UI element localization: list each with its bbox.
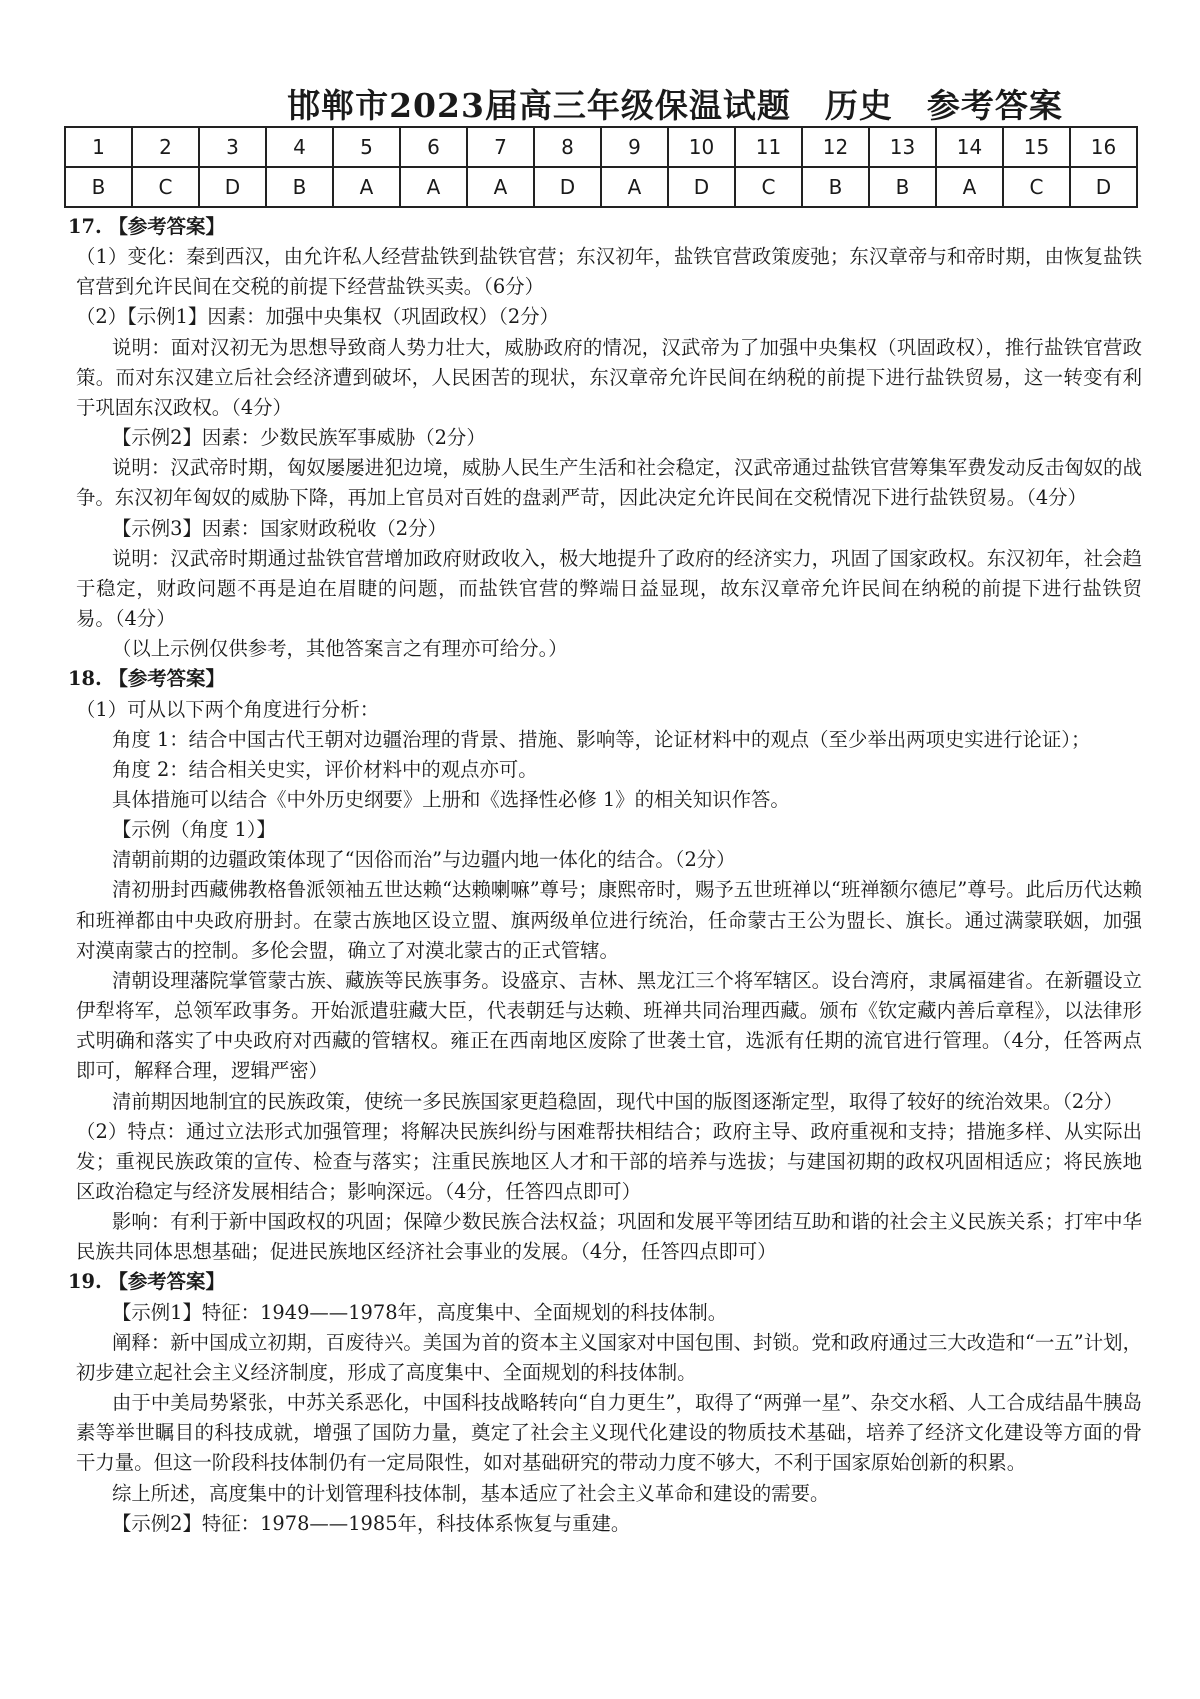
answer-cell: C xyxy=(1003,167,1070,207)
section-heading: 17. 【参考答案】 xyxy=(68,215,225,238)
answer-paragraph: 清前期因地制宜的民族政策，使统一多民族国家更趋稳固，现代中国的版图逐渐定型，取得了较好的统治效果。（2分） xyxy=(112,1089,1123,1113)
answer-paragraph: 【示例（角度 1）】 xyxy=(112,818,276,842)
answer-paragraph: 由于中美局势紧张，中苏关系恶化，中国科技战略转向“自力更生”，取得了“两弹一星”、杂交水稻、人工合成结晶牛胰岛素等举世瞩目的科技成就，增强了国防力量，奠定了社会主义现代化建设的物质技术基础，培养了经济文化建设等方面的骨干力量。但这一阶段科技体制仍有一定局限性，如对基础研究的带动力度不够大，不利于国家原始创新的积累。 xyxy=(76,1391,1142,1475)
question-number-cell: 13 xyxy=(869,127,936,167)
section-heading: 18. 【参考答案】 xyxy=(68,667,225,691)
question-number-cell: 2 xyxy=(132,127,199,167)
answer-paragraph: （2）特点：通过立法形式加强管理；将解决民族纠纷与困难帮扶相结合；政府主导、政府重视和支持；措施多样、从实际出发；重视民族政策的宣传、检查与落实；注重民族地区人才和干部的培养与选拔；与建国初期的政权巩固相适应；将民族地区政治稳定与经济发展相结合；影响深远。（4分，任答四点即可） xyxy=(76,1119,1142,1203)
answer-cell: A xyxy=(333,167,400,207)
question-number-cell: 10 xyxy=(668,127,735,167)
answer-cell: D xyxy=(1070,167,1137,207)
answer-paragraph: 清朝前期的边疆政策体现了“因俗而治”与边疆内地一体化的结合。（2分） xyxy=(112,848,736,872)
answer-row xyxy=(65,167,1137,207)
answer-cell: D xyxy=(534,167,601,207)
answer-paragraph: 具体措施可以结合《中外历史纲要》上册和《选择性必修 1》的相关知识作答。 xyxy=(112,787,790,811)
question-number-cell: 3 xyxy=(199,127,266,167)
answer-cell: A xyxy=(400,167,467,207)
question-number-cell: 4 xyxy=(266,127,333,167)
answer-cell: D xyxy=(668,167,735,207)
question-number-cell: 6 xyxy=(400,127,467,167)
question-number-cell: 9 xyxy=(601,127,668,167)
answer-explanations xyxy=(68,212,1142,1539)
answer-cell: A xyxy=(936,167,1003,207)
question-number-cell: 5 xyxy=(333,127,400,167)
answer-paragraph: 角度 1：结合中国古代王朝对边疆治理的背景、措施、影响等，论证材料中的观点（至少举出两项史实进行论证）； xyxy=(112,727,1091,751)
page-title: 邯郸市2023届高三年级保温试题 历史 参考答案 xyxy=(287,86,1063,125)
answer-paragraph: （以上示例仅供参考，其他答案言之有理亦可给分。） xyxy=(112,637,568,661)
question-number-cell: 11 xyxy=(735,127,802,167)
question-number-cell: 1 xyxy=(65,127,132,167)
answer-cell: A xyxy=(467,167,534,207)
question-number-cell: 12 xyxy=(802,127,869,167)
section-heading: 19. 【参考答案】 xyxy=(68,1270,225,1294)
answer-paragraph: 说明：面对汉初无为思想导致商人势力壮大，威胁政府的情况，汉武帝为了加强中央集权（巩固政权），推行盐铁官营政策。而对东汉建立后社会经济遭到破坏，人民困苦的现状，东汉章帝允许民间在纳税的前提下进行盐铁贸易，这一转变有利于巩固东汉政权。（4分） xyxy=(76,335,1142,419)
answer-table xyxy=(64,126,1138,208)
answer-cell: A xyxy=(601,167,668,207)
answer-paragraph: 【示例2】因素：少数民族军事威胁（2分） xyxy=(112,426,486,450)
answer-paragraph: 【示例2】特征：1978——1985年，科技体系恢复与重建。 xyxy=(112,1511,631,1535)
answer-cell: D xyxy=(199,167,266,207)
answer-paragraph: 影响：有利于新中国政权的巩固；保障少数民族合法权益；巩固和发展平等团结互助和谐的社会主义民族关系；打牢中华民族共同体思想基础；促进民族地区经济社会事业的发展。（4分，任答四点即可） xyxy=(76,1210,1142,1264)
answer-paragraph: 清朝设理藩院掌管蒙古族、藏族等民族事务。设盛京、吉林、黑龙江三个将军辖区。设台湾府，隶属福建省。在新疆设立伊犁将军，总领军政事务。开始派遣驻藏大臣，代表朝廷与达赖、班禅共同治理西藏。颁布《钦定藏内善后章程》，以法律形式明确和落实了中央政府对西藏的管辖权。雍正在西南地区废除了世袭土官，选派有任期的流官进行管理。（4分，任答两点即可，解释合理，逻辑严密） xyxy=(76,968,1142,1083)
answer-paragraph: 【示例1】特征：1949——1978年，高度集中、全面规划的科技体制。 xyxy=(112,1300,728,1324)
answer-paragraph: （1）可从以下两个角度进行分析： xyxy=(76,697,380,721)
answer-paragraph: （1）变化：秦到西汉，由允许私人经营盐铁到盐铁官营；东汉初年，盐铁官营政策废弛；东汉章帝与和帝时期，由恢复盐铁官营到允许民间在交税的前提下经营盐铁买卖。（6分） xyxy=(76,245,1142,299)
answer-paragraph: 综上所述，高度集中的计划管理科技体制，基本适应了社会主义革命和建设的需要。 xyxy=(112,1481,830,1505)
question-number-cell: 7 xyxy=(467,127,534,167)
answer-paragraph: 【示例3】因素：国家财政税收（2分） xyxy=(112,516,447,540)
answer-paragraph: 说明：汉武帝时期，匈奴屡屡进犯边境，威胁人民生产生活和社会稳定，汉武帝通过盐铁官营筹集军费发动反击匈奴的战争。东汉初年匈奴的威胁下降，再加上官员对百姓的盘剥严苛，因此决定允许民间在交税情况下进行盐铁贸易。（4分） xyxy=(76,456,1142,510)
question-number-row xyxy=(65,127,1137,167)
answer-cell: B xyxy=(869,167,936,207)
answer-paragraph: 清初册封西藏佛教格鲁派领袖五世达赖“达赖喇嘛”尊号；康熙帝时，赐予五世班禅以“班禅额尔德尼”尊号。此后历代达赖和班禅都由中央政府册封。在蒙古族地区设立盟、旗两级单位进行统治，任命蒙古王公为盟长、旗长。通过满蒙联姻，加强对漠南蒙古的控制。多伦会盟，确立了对漠北蒙古的正式管辖。 xyxy=(76,878,1142,962)
question-number-cell: 16 xyxy=(1070,127,1137,167)
answer-cell: C xyxy=(735,167,802,207)
answer-paragraph: 阐释：新中国成立初期，百废待兴。美国为首的资本主义国家对中国包围、封锁。党和政府通过三大改造和“一五”计划，初步建立起社会主义经济制度，形成了高度集中、全面规划的科技体制。 xyxy=(76,1330,1142,1384)
answer-paragraph: 角度 2：结合相关史实，评价材料中的观点亦可。 xyxy=(112,757,538,781)
answer-cell: B xyxy=(65,167,132,207)
answer-cell: B xyxy=(266,167,333,207)
question-number-cell: 14 xyxy=(936,127,1003,167)
answer-paragraph: （2）【示例1】因素：加强中央集权（巩固政权）（2分） xyxy=(76,305,559,329)
question-number-cell: 8 xyxy=(534,127,601,167)
question-number-cell: 15 xyxy=(1003,127,1070,167)
answer-cell: C xyxy=(132,167,199,207)
answer-paragraph: 说明：汉武帝时期通过盐铁官营增加政府财政收入，极大地提升了政府的经济实力，巩固了国家政权。东汉初年，社会趋于稳定，财政问题不再是迫在眉睫的问题，而盐铁官营的弊端日益显现，故东汉章帝允许民间在纳税的前提下进行盐铁贸易。（4分） xyxy=(76,546,1142,631)
answer-cell: B xyxy=(802,167,869,207)
